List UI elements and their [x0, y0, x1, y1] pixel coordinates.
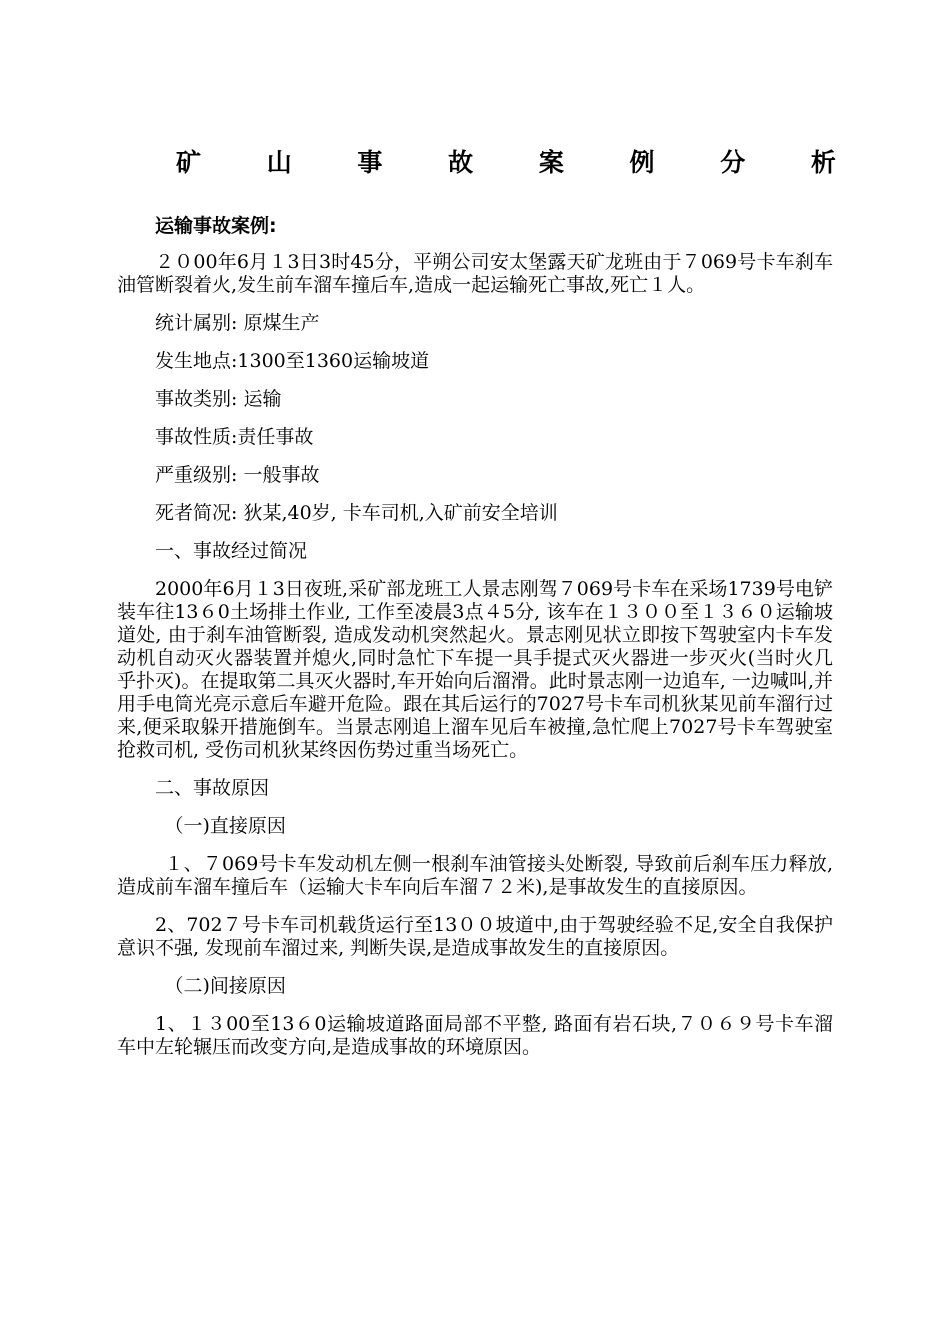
indirect-cause-heading: （二)间接原因: [164, 975, 286, 997]
title-char: 案: [538, 148, 564, 177]
direct-cause-2: 2、702７号卡车司机载货运行至13００坡道中,由于驾驶经验不足,安全自我保护意识不强, 发现前车溜过来, 判断失误,是造成事故发生的直接原因。: [117, 914, 833, 959]
part1-body: 2000年6月１3日夜班,采矿部龙班工人景志刚驾７069号卡车在采场1739号电铲装车往13６0土场排土作业, 工作至凌晨3点４5分, 该车在１３００至１３６０运输坡道处, 由于刹车油管断裂, 造成发动机突然起火。景志刚见状立即按下驾驶室内卡车发动机自动灭火器装置并熄火,同时急忙下车提一具手提式灭火器进一步灭火(当时火几乎扑灭)。在提取第二具灭火器时,车开始向后溜滑。此时景志刚一边追车, 一边喊叫,并用手电筒光亮示意后车避开危险。跟在其后运行的7027号卡车司机狄某见前车溜行过来,便采取躲开措施倒车。当景志刚追上溜车见后车被撞,急忙爬上7027号卡车驾驶室抢救司机, 受伤司机狄某终因伤势过重当场死亡。: [117, 578, 833, 761]
direct-cause-heading: （一)直接原因: [164, 815, 286, 837]
title-char: 故: [448, 148, 474, 177]
title-char: 矿: [176, 148, 202, 177]
field-category: 统计属别: 原煤生产: [155, 312, 320, 334]
title-char: 析: [810, 148, 836, 177]
document-body: [117, 215, 833, 1074]
part2-heading: 二、事故原因: [155, 777, 270, 799]
part1-heading: 一、事故经过简况: [155, 540, 308, 562]
direct-cause-1: １、７069号卡车发动机左侧一根刹车油管接头处断裂, 导致前后刹车压力释放, 造成前车溜车撞后车（运输大卡车向后车溜７２米),是事故发生的直接原因。: [117, 853, 833, 898]
field-victim: 死者简况: 狄某,40岁, 卡车司机,入矿前安全培训: [155, 502, 558, 524]
field-nature: 事故性质:责任事故: [155, 426, 314, 448]
document-title: [176, 143, 836, 179]
indirect-cause-1: 1、１３00至13６0运输坡道路面局部不平整, 路面有岩石块,７０６９号卡车溜车中左轮辗压而改变方向,是造成事故的环境原因。: [117, 1013, 833, 1058]
section-heading: 运输事故案例:: [155, 215, 277, 237]
field-severity: 严重级别: 一般事故: [155, 464, 320, 486]
title-char: 分: [720, 148, 746, 177]
summary-paragraph: ２０00年6月１3日3时45分，平朔公司安太堡露天矿龙班由于７069号卡车刹车油管断裂着火,发生前车溜车撞后车,造成一起运输死亡事故,死亡１人。: [117, 251, 833, 296]
title-char: 例: [629, 148, 655, 177]
field-type: 事故类别: 运输: [155, 388, 282, 410]
title-char: 山: [266, 148, 292, 177]
title-char: 事: [357, 148, 383, 177]
field-location: 发生地点:1300至1360运输坡道: [155, 350, 430, 372]
